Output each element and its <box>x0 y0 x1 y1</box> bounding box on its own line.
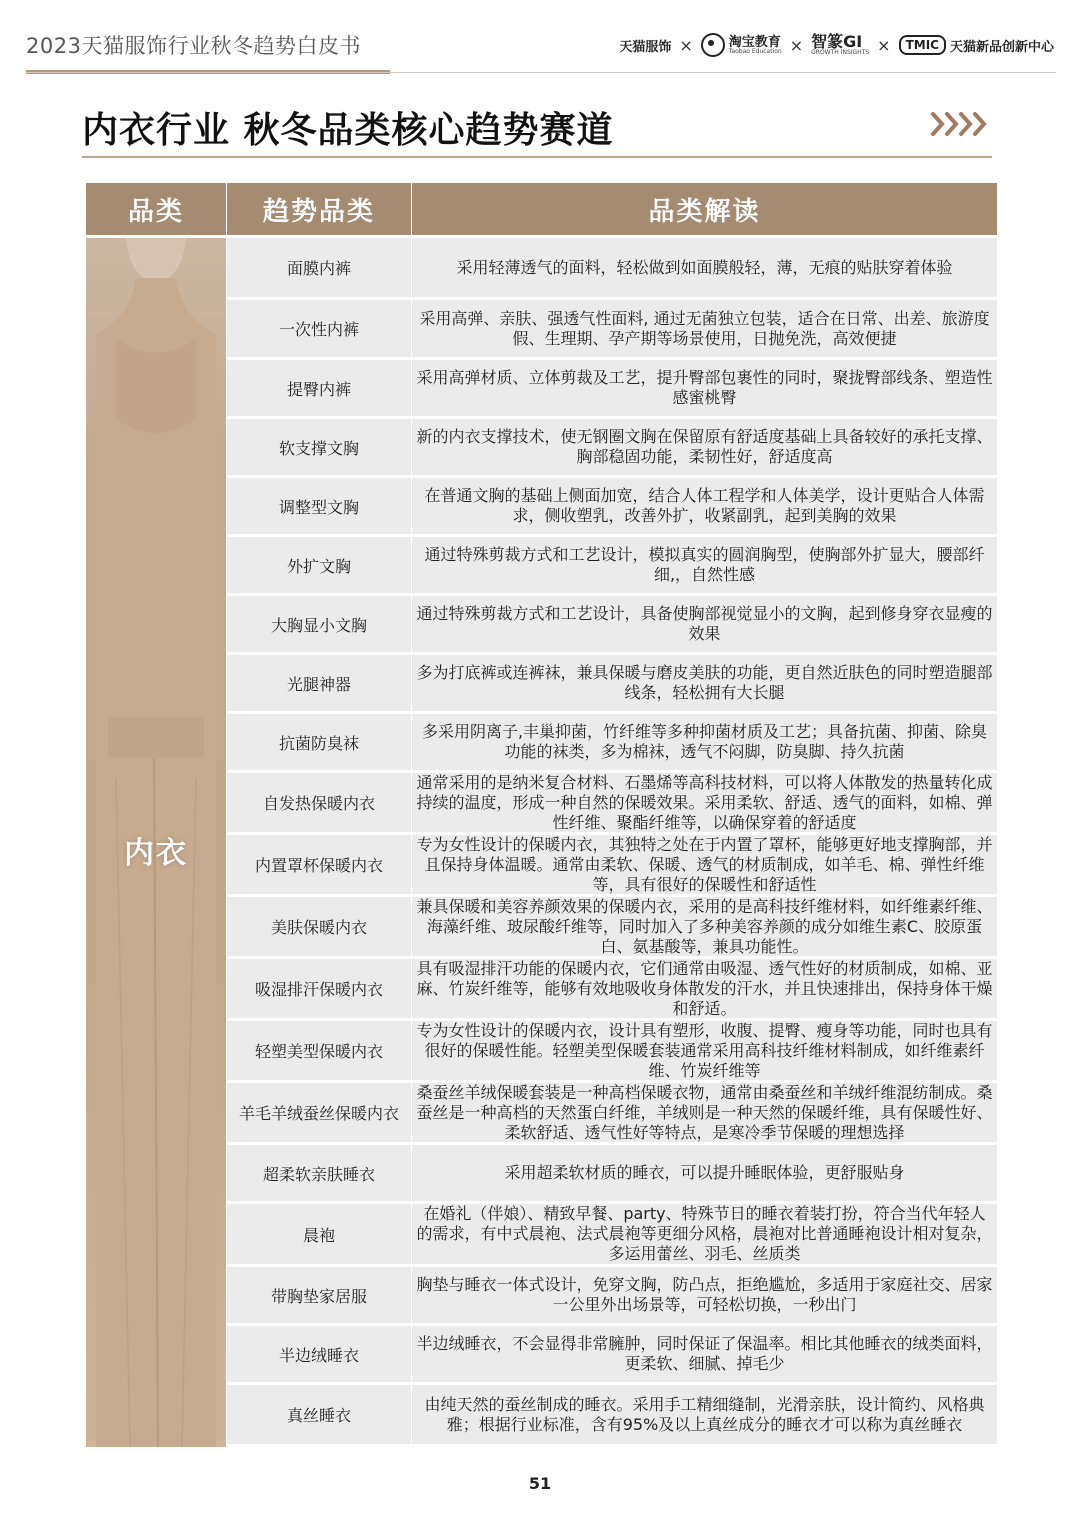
interpretation-cell: 专为女性设计的保暖内衣，其独特之处在于内置了罩杯，能够更好地支撑胸部，并且保持身体温暖。通常由柔软、保暖、透气的材质制成，如羊毛、棉、弹性纤维等，具有很好的保暖性和舒适性 <box>412 835 997 897</box>
interpretation-cell: 采用高弹、亲肤、强透气性面料, 通过无菌独立包装，适合在日常、出差、旅游度假、生理期、孕产期等场景使用，日抛免洗，高效便捷 <box>412 300 997 360</box>
interpretation-cell: 通常采用的是纳米复合材料、石墨烯等高科技材料，可以将人体散发的热量转化成持续的温度，形成一种自然的保暖效果。采用柔软、舒适、透气的面料，如棉、弹性纤维、聚酯纤维等，以确保穿着的舒适度 <box>412 773 997 835</box>
trend-category-cell: 羊毛羊绒蚕丝保暖内衣 <box>227 1083 411 1145</box>
trend-category-cell: 软支撑文胸 <box>227 419 411 478</box>
trend-category-cell: 半边绒睡衣 <box>227 1326 411 1385</box>
category-label: 内衣 <box>124 836 188 871</box>
trend-category-cell: 大胸显小文胸 <box>227 596 411 655</box>
header-divider <box>26 72 1056 73</box>
trend-category-cell: 抗菌防臭袜 <box>227 714 411 773</box>
header-trend-category: 趋势品类 <box>227 183 411 238</box>
partner-logos <box>619 30 1054 60</box>
zhizhuan-gi-logo <box>811 34 869 56</box>
trend-category-cell: 一次性内裤 <box>227 300 411 360</box>
trend-category-cell: 超柔软亲肤睡衣 <box>227 1145 411 1204</box>
trend-category-cell: 内置罩杯保暖内衣 <box>227 835 411 897</box>
category-cell <box>86 238 226 1447</box>
section-title: 内衣行业 秋冬品类核心趋势赛道 <box>82 110 614 151</box>
zhizhuan-gi-label: 智篆GI <box>811 32 863 51</box>
logo-separator: × <box>789 35 804 55</box>
interpretation-cell: 由纯天然的蚕丝制成的睡衣。采用手工精细缝制，光滑亲肤，设计简约、风格典雅；根据行业标准，含有95%及以上真丝成分的睡衣才可以称为真丝睡衣 <box>412 1385 997 1447</box>
trend-category-cell: 外扩文胸 <box>227 537 411 596</box>
interpretation-cell: 采用高弹材质、立体剪裁及工艺，提升臀部包裹性的同时，聚拢臀部线条、塑造性感蜜桃臀 <box>412 360 997 419</box>
trend-category-cell: 晨袍 <box>227 1204 411 1267</box>
trend-category-cell: 调整型文胸 <box>227 478 411 537</box>
tmall-fashion-logo <box>619 36 671 55</box>
taobao-education-sub: Taobao Education <box>728 47 782 55</box>
trend-category-cell: 真丝睡衣 <box>227 1385 411 1447</box>
taobao-education-icon <box>701 33 725 57</box>
trend-category-cell: 美肤保暖内衣 <box>227 897 411 959</box>
interpretation-cell: 多采用阴离子,丰巢抑菌，竹纤维等多种抑菌材质及工艺；具备抗菌、抑菌、除臭功能的袜类，多为棉袜，透气不闷脚，防臭脚、持久抗菌 <box>412 714 997 773</box>
trend-category-cell: 提臀内裤 <box>227 360 411 419</box>
interpretation-cell: 专为女性设计的保暖内衣，设计具有塑形，收腹、提臀、瘦身等功能，同时也具有很好的保暖性能。轻塑美型保暖套装通常采用高科技纤维材料制成，如纤维素纤维、竹炭纤维等 <box>412 1021 997 1083</box>
chevron-right-icon <box>930 110 992 138</box>
header-category: 品类 <box>86 183 226 238</box>
interpretation-cell: 新的内衣支撑技术，使无钢圈文胸在保留原有舒适度基础上具备较好的承托支撑、胸部稳固功能，柔韧性好，舒适度高 <box>412 419 997 478</box>
trend-category-cell: 带胸垫家居服 <box>227 1267 411 1326</box>
trend-category-cell: 轻塑美型保暖内衣 <box>227 1021 411 1083</box>
interpretation-cell: 通过特殊剪裁方式和工艺设计，模拟真实的圆润胸型，使胸部外扩显大，腰部纤细,，自然性感 <box>412 537 997 596</box>
interpretation-cell: 半边绒睡衣，不会显得非常臃肿，同时保证了保温率。相比其他睡衣的绒类面料，更柔软、细腻、掉毛少 <box>412 1326 997 1385</box>
trend-category-cell: 光腿神器 <box>227 655 411 714</box>
interpretation-cell: 通过特殊剪裁方式和工艺设计，具备使胸部视觉显小的文胸，起到修身穿衣显瘦的效果 <box>412 596 997 655</box>
interpretation-cell: 多为打底裤或连裤袜，兼具保暖与磨皮美肤的功能，更自然近肤色的同时塑造腿部线条，轻松拥有大长腿 <box>412 655 997 714</box>
zhizhuan-gi-sub: GROWTH INSIGHTS <box>811 49 870 56</box>
report-title: 2023天猫服饰行业秋冬趋势白皮书 <box>26 34 361 58</box>
trend-table <box>86 183 997 1447</box>
section-divider <box>82 156 992 158</box>
tmic-badge: TMIC <box>899 35 946 55</box>
taobao-education-logo <box>701 33 782 57</box>
page-number: 51 <box>528 1474 552 1493</box>
interpretation-cell: 采用轻薄透气的面料，轻松做到如面膜般轻，薄，无痕的贴肤穿着体验 <box>412 238 997 300</box>
interpretation-cell: 在婚礼（伴娘）、精致早餐、party、特殊节日的睡衣着装打扮，符合当代年轻人的需求，有中式晨袍、法式晨袍等更细分风格，晨袍对比普通睡袍设计相对复杂，多运用蕾丝、羽毛、丝质类 <box>412 1204 997 1267</box>
trend-category-cell: 吸湿排汗保暖内衣 <box>227 959 411 1021</box>
interpretation-cell: 在普通文胸的基础上侧面加宽，结合人体工程学和人体美学，设计更贴合人体需求，侧收塑乳，改善外扩，收紧副乳，起到美胸的效果 <box>412 478 997 537</box>
trend-category-cell: 面膜内裤 <box>227 238 411 300</box>
interpretation-cell: 兼具保暖和美容养颜效果的保暖内衣，采用的是高科技纤维材料，如纤维素纤维、海藻纤维、玻尿酸纤维等，同时加入了多种美容养颜的成分如维生素C、胶原蛋白、氨基酸等，兼具功能性。 <box>412 897 997 959</box>
interpretation-cell: 采用超柔软材质的睡衣，可以提升睡眠体验，更舒服贴身 <box>412 1145 997 1204</box>
interpretation-cell: 具有吸湿排汗功能的保暖内衣，它们通常由吸湿、透气性好的材质制成，如棉、亚麻、竹炭纤维等，能够有效地吸收身体散发的汗水，并且快速排出，保持身体干燥和舒适。 <box>412 959 997 1021</box>
interpretation-cell: 胸垫与睡衣一体式设计，免穿文胸，防凸点，拒绝尴尬，多适用于家庭社交、居家一公里外出场景等，可轻松切换，一秒出门 <box>412 1267 997 1326</box>
tmall-fashion-label: 天猫服饰 <box>619 39 672 55</box>
trend-category-cell: 自发热保暖内衣 <box>227 773 411 835</box>
tmic-logo <box>899 35 1054 55</box>
interpretation-cell: 桑蚕丝羊绒保暖套装是一种高档保暖衣物，通常由桑蚕丝和羊绒纤维混纺制成。桑蚕丝是一种高档的天然蛋白纤维，羊绒则是一种天然的保暖纤维，具有保暖性好、柔软舒适、透气性好等特点，是寒冷季节保暖的理想选择 <box>412 1083 997 1145</box>
tmic-label: 天猫新品创新中心 <box>949 39 1054 55</box>
header-interpretation: 品类解读 <box>412 183 997 238</box>
logo-separator: × <box>877 35 891 55</box>
logo-separator: × <box>679 35 693 55</box>
taobao-education-label: 淘宝教育 <box>728 34 781 50</box>
